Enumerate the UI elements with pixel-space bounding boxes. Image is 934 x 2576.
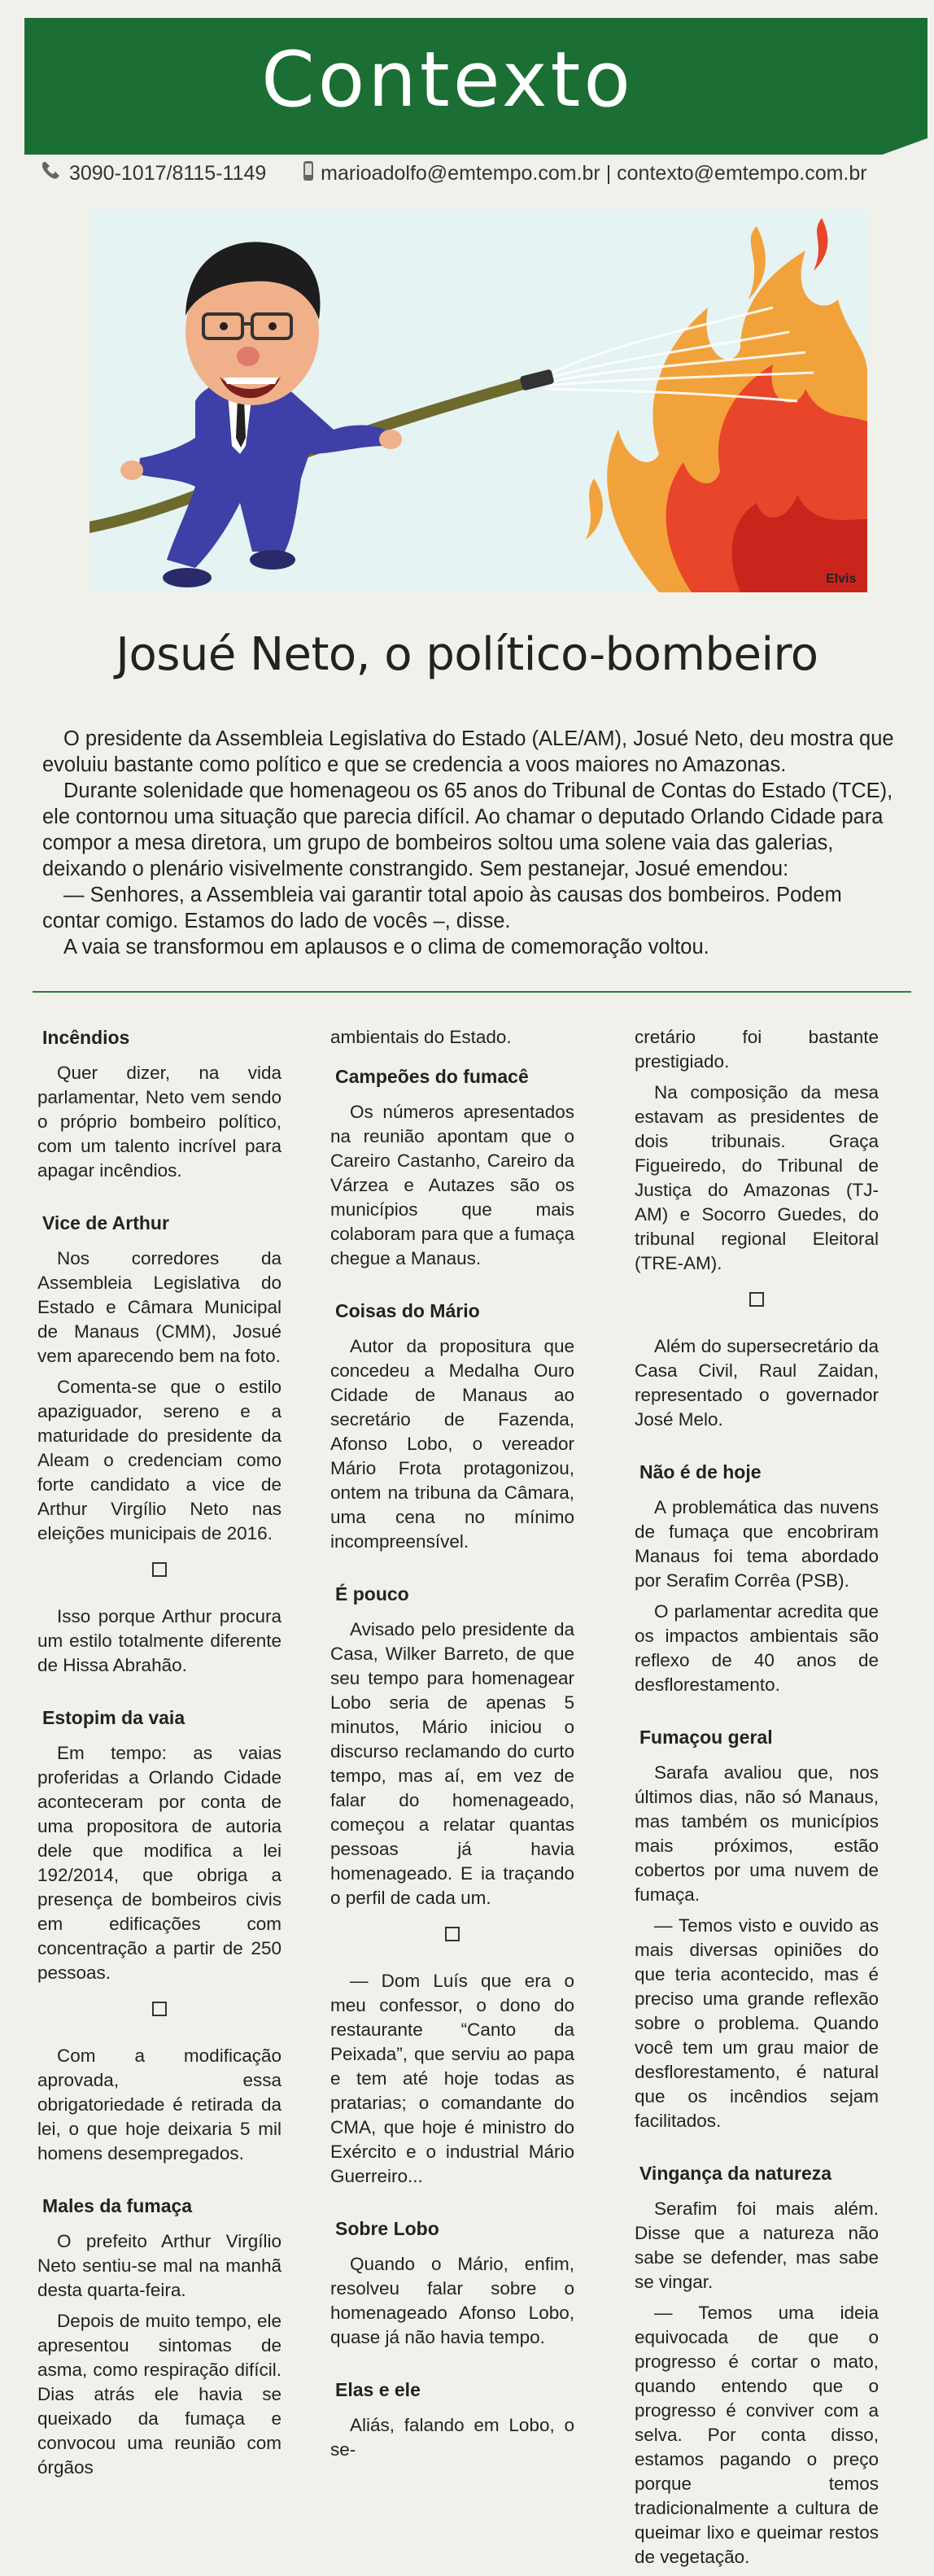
note-title: Estopim da vaia [42,1707,185,1728]
note-title: Males da fumaça [42,2195,193,2216]
note-title: Vingança da natureza [639,2163,832,2184]
note-paragraph: Com a modificação aprovada, essa obrigatoriedade é retirada da lei, o que hoje deixaria 5 mil homens desempregados. [37,2046,282,2163]
note-paragraph: — Temos uma ideia equivocada de que o progresso é cortar o mato, quando entendo que o progresso é conviver com a selva. Por conta disso, estamos pagando o preço porque temos tradicionalmente a cultura de queimar lixo e queimar restos de vegetação. [635,2303,879,2567]
note-paragraph: Quando o Mário, enfim, resolveu falar sobre o homenageado Afonso Lobo, quase já não havia tempo. [330,2254,574,2347]
phone-number: 3090-1017/8115-1149 [68,162,267,185]
note-paragraph: — Temos visto e ouvido as mais diversas opiniões do que teria acontecido, mas é preciso uma grande reflexão sobre o problema. Quando você tem um grau maior de desflorestamento, é natural que os incêndios sejam facilitados. [635,1915,879,2131]
note-paragraph: Sarafa avaliou que, nos últimos dias, não só Manaus, mas também os municípios mais próximos, estão cobertos por uma nuvem de fumaça. [635,1762,879,1905]
lead-paragraph: — Senhores, a Assembleia vai garantir total apoio às causas dos bombeiros. Podem contar comigo. Estamos do lado de vocês –, disse. [42,884,842,932]
note-paragraph: O prefeito Arthur Virgílio Neto sentiu-se mal na manhã desta quarta-feira. [37,2231,282,2300]
note-paragraph: Comenta-se que o estilo apaziguador, sereno e a maturidade do presidente da Aleam o credenciam como forte candidato a vice de Arthur Virgílio Neto nas eleições municipais de 2016. [37,1377,282,1543]
politician-caricature [120,242,402,587]
note-paragraph: Autor da propositura que concedeu a Medalha Ouro Cidade de Manaus ao secretário de Fazenda, Afonso Lobo, o vereador Mário Frota protagonizou, ontem na tribuna da Câmara, uma cena no mínimo incompreensível. [330,1336,574,1552]
note-paragraph: A problemática das nuvens de fumaça que encobriram Manaus foi tema abordado por Serafim Corrêa (PSB). [635,1497,879,1591]
note-title: É pouco [335,1583,409,1605]
note-title: Vice de Arthur [42,1212,169,1233]
contact-bar [39,159,901,188]
note-paragraph: cretário foi bastante prestigiado. [635,1027,879,1072]
note-paragraph: — Dom Luís que era o meu confessor, o dono do restaurante “Canto da Peixada”, que serviu ao papa e tem até hoje todas as pratarias; o comandante do CMA, que hoje é ministro do Exército e o industrial Mário Guerreiro... [330,1971,574,2186]
column-1 [37,1025,282,2486]
note-title: Fumaçou geral [639,1727,773,1748]
note-title: Elas e ele [335,2379,421,2400]
section-title: Contexto [261,36,634,124]
note-title: Sobre Lobo [335,2218,439,2239]
article-lead [42,726,905,960]
note-paragraph: Quer dizer, na vida parlamentar, Neto vem sendo o próprio bombeiro político, com um talento incrível para apagar incêndios. [37,1063,282,1181]
note-paragraph: Na composição da mesa estavam as presidentes de dois tribunais. Graça Figueiredo, do Tribunal de Justiça do Amazonas (TJ-AM) e Socorro Guedes, do tribunal regional Eleitoral (TRE-AM). [635,1082,879,1273]
cartoonist-signature: Elvis [826,572,857,586]
note-paragraph: Serafim foi mais além. Disse que a natureza não sabe se defender, mas sabe se vingar. [635,2198,879,2292]
note-paragraph: Isso porque Arthur procura um estilo totalmente diferente de Hissa Abrahão. [37,1606,282,1675]
column-2 [330,1025,574,2469]
note-paragraph: Avisado pelo presidente da Casa, Wilker Barreto, de que seu tempo para homenagear Lobo seria de apenas 5 minutos, Mário iniciou o discurso reclamando do curto tempo, mas aí, em vez de falar do homenageado, começou a relatar quantas pessoas já havia homenageado. E ia traçando o perfil de cada um. [330,1619,574,1908]
note-paragraph: Os números apresentados na reunião apontam que o Careiro Castanho, Careiro da Várzea e Autazes são os municípios que mais colaboram para que a fumaça chegue a Manaus. [330,1102,574,1268]
phone-icon [39,159,63,188]
separator-box-icon [152,2002,167,2016]
note-paragraph: Além do supersecretário da Casa Civil, Raul Zaidan, representado o governador José Melo. [635,1336,879,1430]
firefighter-cartoon-illustration [89,210,867,592]
note-paragraph: Aliás, falando em Lobo, o se- [330,2415,574,2460]
note-title: Incêndios [42,1027,130,1048]
email-secondary: contexto@emtempo.com.br [617,162,867,185]
lead-paragraph: Durante solenidade que homenageou os 65 anos do Tribunal de Contas do Estado (TCE), ele contornou uma situação que parecia difícil. Ao chamar o deputado Orlando Cidade para compor a mesa diretora, um grupo de bombeiros soltou uma solene vaia das galerias, deixando o plenário visivelmente constrangido. Sem pestanejar, Josué emendou: [42,779,893,880]
article-headline: Josué Neto, o político-bombeiro [116,628,818,681]
note-paragraph: Nos corredores da Assembleia Legislativa do Estado e Câmara Municipal de Manaus (CMM), Josué vem aparecendo bem na foto. [37,1248,282,1366]
lead-paragraph: O presidente da Assembleia Legislativa do Estado (ALE/AM), Josué Neto, deu mostra que evoluiu bastante como político e que se credencia a voos maiores no Amazonas. [42,727,894,776]
separator-box-icon [749,1292,764,1307]
separator-box-icon [152,1562,167,1577]
note-title: Coisas do Mário [335,1300,480,1321]
note-paragraph: ambientais do Estado. [330,1027,512,1047]
editorial-cartoon [89,210,867,592]
email-separator: | [605,162,612,185]
separator-box-icon [445,1927,460,1941]
note-paragraph: O parlamentar acredita que os impactos ambientais são reflexo de 40 anos de desflorestamento. [635,1601,879,1695]
note-title: Não é de hoje [639,1461,762,1482]
column-3 [635,1025,879,2576]
email-primary: marioadolfo@emtempo.com.br [321,162,600,185]
note-paragraph: Depois de muito tempo, ele apresentou sintomas de asma, como respiração difícil. Dias atrás ele havia se queixado da fumaça e convocou uma reunião com órgãos [37,2311,282,2478]
note-paragraph: Em tempo: as vaias proferidas a Orlando Cidade aconteceram por conta de uma propositora de autoria dele que modifica a lei 192/2014, que obriga a presença de bombeiros civis em edificações com concentração a partir de 250 pessoas. [37,1743,282,1983]
note-title: Campeões do fumacê [335,1066,529,1087]
lead-paragraph: A vaia se transformou em aplausos e o clima de comemoração voltou. [63,936,709,958]
section-divider [33,991,911,993]
fire-flames [586,218,867,592]
mobile-icon [302,159,315,188]
